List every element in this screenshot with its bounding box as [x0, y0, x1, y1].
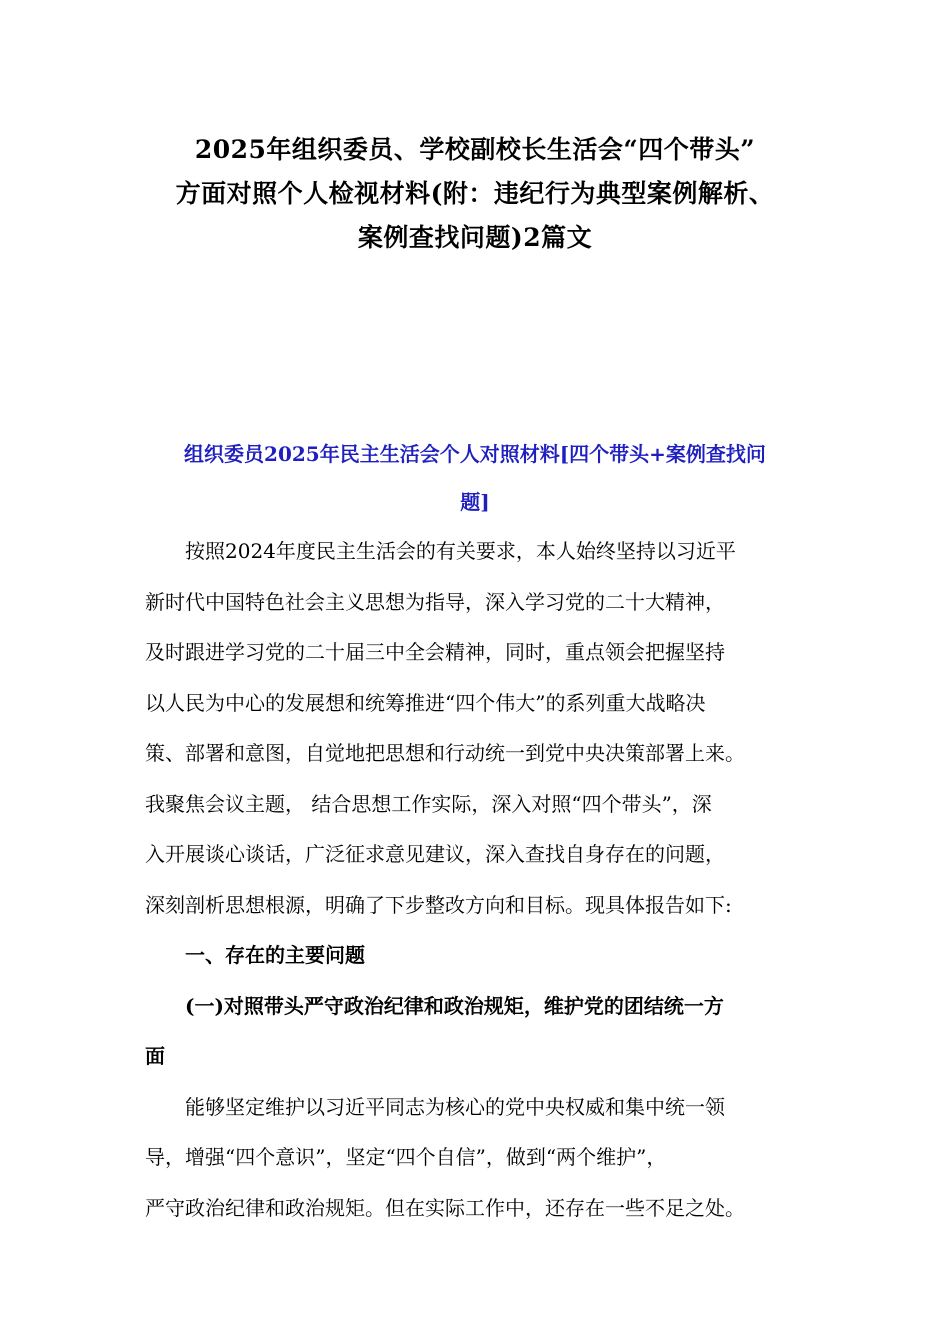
subtitle-line: 组织委员2025年民主生活会个人对照材料[四个带头+案例查找问 [184, 442, 766, 466]
title-line: 2025年组织委员、学校副校长生活会“四个带头” [194, 135, 756, 164]
paragraph-line: 能够坚定维护以习近平同志为核心的党中央权威和集中统一领 [185, 1094, 725, 1119]
subsection-heading-line: (一)对照带头严守政治纪律和政治规矩，维护党的团结统一方 [185, 993, 724, 1018]
paragraph-line: 严守政治纪律和政治规矩。但在实际工作中，还存在一些不足之处。 [145, 1195, 745, 1220]
document-title [120, 128, 830, 260]
paragraph-line: 导，增强“四个意识”，坚定“四个自信”，做到“两个维护”， [145, 1145, 667, 1169]
paragraph-line: 深刻剖析思想根源，明确了下步整改方向和目标。现具体报告如下: [145, 892, 732, 917]
section-subtitle [145, 430, 805, 526]
paragraph-line: 按照2024年度民主生活会的有关要求，本人始终坚持以习近平 [185, 539, 736, 563]
paragraph-line: 及时跟进学习党的二十届三中全会精神，同时，重点领会把握坚持 [145, 640, 725, 664]
paragraph-line: 策、部署和意图，自觉地把思想和行动统一到党中央决策部署上来。 [145, 741, 745, 765]
subsection-heading-line: 面 [145, 1044, 165, 1068]
paragraph-line: 我聚焦会议主题， 结合思想工作实际，深入对照“四个带头”，深 [145, 791, 712, 816]
document-body [145, 526, 825, 1233]
subtitle-line: 题] [460, 490, 490, 514]
paragraph-line: 以人民为中心的发展想和统筹推进“四个伟大”的系列重大战略决 [145, 690, 706, 715]
title-line: 案例查找问题)2篇文 [357, 223, 593, 252]
section-heading: 一、存在的主要问题 [185, 943, 365, 967]
title-line: 方面对照个人检视材料(附：违纪行为典型案例解析、 [175, 179, 775, 208]
paragraph-line: 入开展谈心谈话，广泛征求意见建议，深入查找自身存在的问题， [145, 842, 725, 866]
paragraph-line: 新时代中国特色社会主义思想为指导，深入学习党的二十大精神， [145, 589, 725, 614]
